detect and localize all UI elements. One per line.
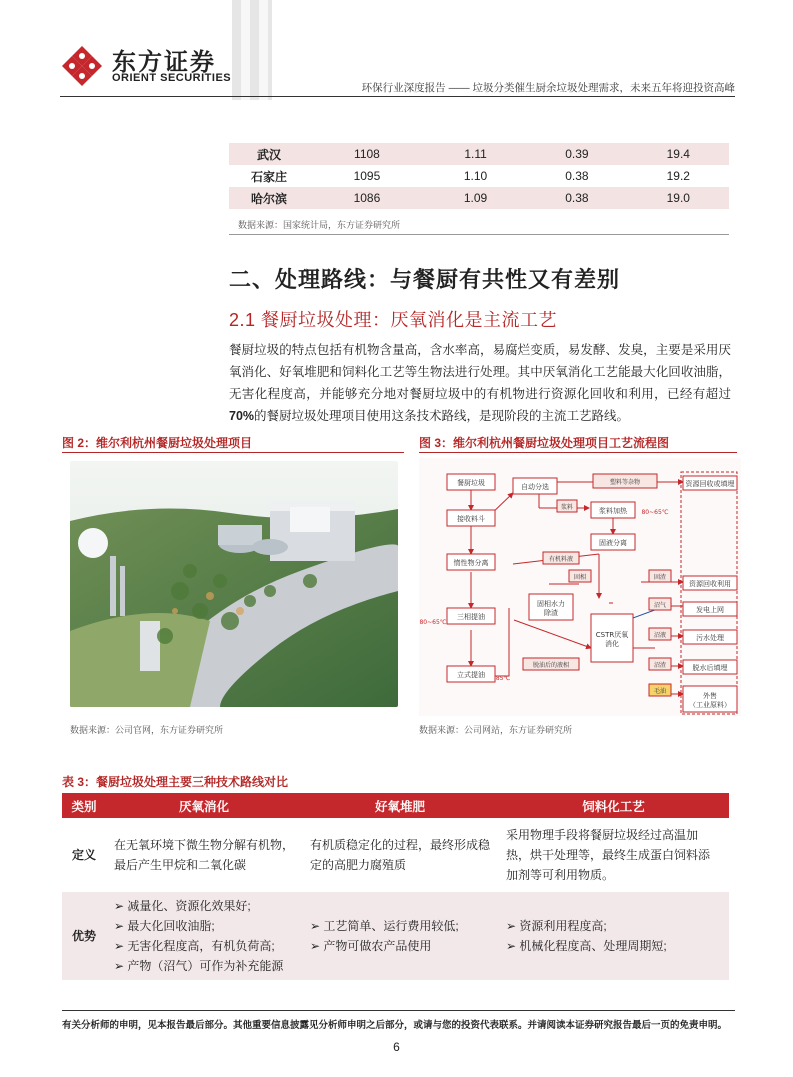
list-item: ➢ 产物（沼气）可作为补充能源 (114, 956, 294, 976)
table-row (62, 818, 729, 892)
report-title: 环保行业深度报告 —— 垃圾分类催生厨余垃圾处理需求，未来五年将迎投资高峰 (361, 82, 735, 94)
flow-text-t1: 80~65℃ (641, 509, 669, 516)
list-item: ➢ 减量化、资源化效果好; (114, 896, 294, 916)
fig3-source: 数据来源：公司网站，东方证券研究所 (419, 725, 573, 735)
flow-text-n2: 自动分选 (521, 483, 549, 491)
flow-text-n7: 固相水力除渣 (537, 600, 565, 617)
city-cell: 石家庄 (250, 169, 287, 184)
list-item: ➢ 无害化程度高，有机负荷高; (114, 936, 294, 956)
flow-text-n1: 餐厨垃圾 (457, 479, 485, 487)
flow-text-n4: 浆料加热 (599, 507, 627, 515)
flow-text-n11: 资源回收或填埋 (685, 480, 735, 488)
value-cell: 1.11 (425, 143, 526, 165)
row-label-advantage: 优势 (62, 892, 106, 980)
header-category: 类别 (62, 793, 106, 818)
subsection-heading: 2.1 餐厨垃圾处理：厌氧消化是主流工艺 (229, 310, 558, 330)
flow-text-n9: CSTR厌氧消化 (595, 631, 629, 648)
header-divider (60, 96, 735, 97)
table-divider (229, 234, 729, 235)
list-item: ➢ 工艺简单、运行费用较低; (310, 916, 490, 936)
flow-text-n16: 外售（工业原料） (689, 692, 731, 709)
flow-text-n3: 接收料斗 (457, 515, 485, 523)
page-number: 6 (393, 1040, 400, 1054)
flow-text-l8: 沼渣 (653, 662, 667, 669)
table-header-row (62, 793, 729, 818)
table-row (229, 187, 729, 209)
value-cell: 0.39 (526, 143, 627, 165)
flow-text-l6: 沼气 (653, 602, 667, 609)
paragraph-text: 的餐厨垃圾处理项目使用这条技术路线，是现阶段的主流工艺路线。 (254, 409, 630, 423)
flow-text-n6: 惰性物分离 (453, 559, 489, 567)
paragraph-text: 餐厨垃圾的特点包括有机物含量高，含水率高，易腐烂变质，易发酵、发臭，主要是采用厌氧消化、好氧堆肥和饲料化工艺等生物法进行处理。其中厌氧消化工艺能最大化回收油脂，无害化程度高，并能够充分地对餐厨垃圾中的有机物进行资源化回收和利用，已经有超过 (229, 343, 731, 401)
value-cell: 1095 (353, 169, 381, 183)
flow-text-l2: 浆料 (560, 504, 574, 511)
body-paragraph (229, 339, 731, 427)
header-decoration (232, 0, 272, 100)
value-cell: 19.0 (628, 187, 729, 209)
value-cell: 1.09 (425, 187, 526, 209)
advantage-anaerobic (106, 892, 302, 980)
table-row (62, 892, 729, 980)
footer-divider (62, 1010, 735, 1011)
process-flow-diagram (419, 458, 741, 716)
fig3-title: 图 3：维尔利杭州餐厨垃圾处理项目工艺流程图 (419, 436, 670, 450)
flow-text-t2: 80~65℃ (419, 619, 447, 626)
flow-text-l7: 沼液 (653, 632, 667, 639)
value-cell: 1.10 (463, 169, 488, 183)
logo-text-cn: 东方证券 (112, 49, 216, 76)
section-heading: 二、处理路线：与餐厨有共性又有差别 (229, 267, 621, 292)
project-rendering-image (70, 461, 398, 707)
flow-text-l9: 毛油 (653, 688, 667, 695)
flow-text-n5: 固液分离 (599, 539, 627, 547)
definition-anaerobic: 在无氧环境下微生物分解有机物，最后产生甲烷和二氧化碳 (106, 818, 302, 892)
comparison-table (62, 793, 729, 980)
header-anaerobic: 厌氧消化 (106, 793, 302, 818)
logo-text-en: ORIENT SECURITIES (112, 72, 232, 84)
list-item: ➢ 产物可做农产品使用 (310, 936, 490, 956)
advantage-feed (498, 892, 729, 980)
orient-logo-icon (60, 44, 104, 88)
value-cell: 1108 (309, 143, 425, 165)
flow-text-n10: 立式提油 (457, 671, 485, 679)
value-cell: 0.38 (565, 169, 589, 183)
header-feed: 饲料化工艺 (498, 793, 729, 818)
flow-text-n8: 三相提油 (457, 613, 485, 621)
list-item: ➢ 资源利用程度高; (506, 916, 721, 936)
flow-text-t3: 85℃ (495, 675, 511, 682)
footer-disclaimer: 有关分析师的申明，见本报告最后部分。其他重要信息披露见分析师申明之后部分，或请与您的投资代表联系。并请阅读本证券研究报告最后一页的免责申明。 (62, 1020, 728, 1031)
flow-text-l5: 固渣 (653, 574, 667, 581)
definition-composting: 有机质稳定化的过程，最终形成稳定的高肥力腐殖质 (302, 818, 498, 892)
flow-text-l4: 固相 (573, 574, 587, 581)
city-cell: 哈尔滨 (229, 187, 309, 209)
flow-text-l10: 脱油后的液相 (532, 662, 570, 669)
flow-text-n13: 发电上网 (696, 606, 724, 614)
value-cell: 19.2 (666, 169, 690, 183)
flow-text-n14: 污水处理 (696, 634, 724, 642)
value-cell: 19.4 (628, 143, 729, 165)
table3-title: 表 3：餐厨垃圾处理主要三种技术路线对比 (62, 775, 289, 789)
flow-text-n15: 脱水后填埋 (692, 664, 728, 672)
table-row (229, 165, 729, 187)
value-cell: 1086 (309, 187, 425, 209)
table-row (229, 143, 729, 165)
fig2-source: 数据来源：公司官网，东方证券研究所 (70, 725, 224, 735)
flow-text-l3: 有机料液 (548, 556, 574, 563)
table-source: 数据来源：国家统计局，东方证券研究所 (238, 220, 401, 230)
definition-feed: 采用物理手段将餐厨垃圾经过高温加热，烘干处理等，最终生成蛋白饲料添加剂等可利用物质。 (498, 818, 729, 892)
row-label-definition: 定义 (62, 818, 106, 892)
advantage-composting (302, 892, 498, 980)
fig2-title: 图 2：维尔利杭州餐厨垃圾处理项目 (62, 436, 253, 450)
value-cell: 0.38 (526, 187, 627, 209)
fig3-title-rule (419, 452, 737, 453)
header-composting: 好氧堆肥 (302, 793, 498, 818)
paragraph-highlight: 70% (229, 409, 255, 423)
flow-text-n12: 资源回收利用 (689, 580, 731, 588)
list-item: ➢ 最大化回收油脂; (114, 916, 294, 936)
fig2-title-rule (62, 452, 404, 453)
flow-text-l1: 塑料等杂物 (609, 479, 641, 486)
city-cell: 武汉 (229, 143, 309, 165)
city-table (229, 143, 729, 209)
list-item: ➢ 机械化程度高、处理周期短; (506, 936, 721, 956)
